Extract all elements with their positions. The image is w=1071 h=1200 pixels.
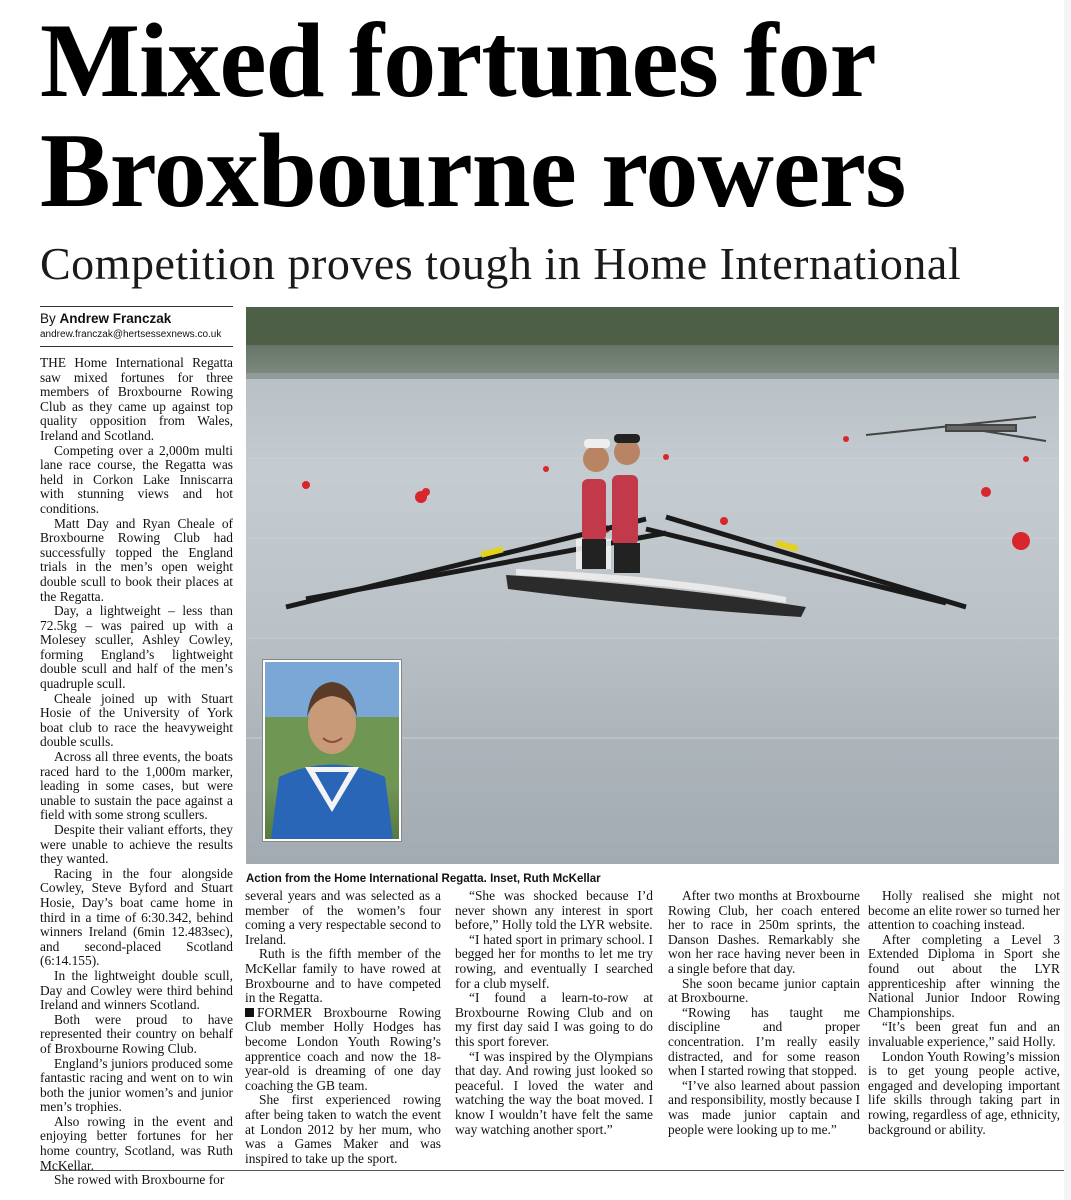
paragraph: Across all three events, the boats raced hard to the 1,000m marker, leading in some cases, but were unable to sustain the pace against a field with some strong scullers. bbox=[40, 749, 233, 823]
paragraph: She first experienced rowing after being taken to watch the event at London 2012 by her mum, who was a Games Maker and was inspired to take up the sport. bbox=[245, 1092, 441, 1166]
paragraph: Day, a lightweight – less than 72.5kg – was paired up with a Molesey sculler, Ashley Cowley, forming England’s lightweight double scull and half of the men’s quadruple scull. bbox=[40, 603, 233, 692]
paragraph: Cheale joined up with Stuart Hosie of the University of York boat club to race the heavyweight double sculls. bbox=[40, 690, 233, 750]
inset-photo-ruth-mckellar bbox=[263, 660, 401, 841]
paragraph: “Rowing has taught me discipline and proper concentration. I’m really easily distracted, and for some reason when I started rowing that stopped. bbox=[668, 1004, 860, 1079]
paragraph: Despite their valiant efforts, they were unable to achieve the results they wanted. bbox=[40, 822, 233, 867]
paragraph: Also rowing in the event and enjoying better fortunes for her home country, Scotland, was Ruth McKellar. bbox=[40, 1113, 233, 1173]
paragraph: Holly realised she might not become an elite rower so turned her attention to coaching instead. bbox=[868, 888, 1060, 933]
shore-treeline bbox=[246, 307, 1059, 347]
paragraph: She rowed with Broxbourne for bbox=[54, 1172, 225, 1188]
headline bbox=[40, 2, 1060, 229]
article-column-5 bbox=[868, 889, 1060, 1137]
paragraph: “It’s been great fun and an invaluable experience,” said Holly. bbox=[868, 1019, 1060, 1049]
section-marker-square bbox=[245, 1008, 254, 1017]
headline-line-1: Mixed fortunes for bbox=[40, 2, 876, 119]
paragraph: “I found a learn-to-row at Broxbourne Rowing Club and on my first day said I was going to do this sport forever. bbox=[455, 990, 653, 1049]
bottom-rule bbox=[40, 1170, 1064, 1171]
byline bbox=[40, 310, 233, 328]
distant-boat bbox=[866, 417, 1046, 441]
double-scull bbox=[286, 434, 966, 617]
headline-line-2: Broxbourne rowers bbox=[40, 112, 906, 229]
page-edge bbox=[1064, 0, 1071, 1200]
article-column-4 bbox=[668, 889, 860, 1137]
paragraph: London Youth Rowing’s mission is to get young people active, engaged and developing important life skills through taking part in rowing, regardless of age, ethnicity, background or ability. bbox=[868, 1048, 1060, 1137]
paragraph-text: FORMER Broxbourne Rowing Club member Holly Hodges has become London Youth Rowing’s apprentice coach and now the 18-year-old is dreaming of one day coaching the GB team. bbox=[245, 1004, 441, 1093]
article-column-1 bbox=[40, 356, 233, 1188]
paragraph: “I’ve also learned about passion and responsibility, mostly because I was made junior captain and people were looking up to me.” bbox=[668, 1077, 860, 1137]
article-column-2 bbox=[245, 889, 441, 1166]
paragraph: After completing a Level 3 Extended Diploma in Sport she found out about the LYR apprenticeship after winning the National Junior Indoor Rowing Championships. bbox=[868, 931, 1060, 1020]
byline-email: andrew.franczak@hertsessexnews.co.uk bbox=[40, 328, 233, 347]
paragraph: Ruth is the fifth member of the McKellar family to have rowed at Broxbourne and to have competed in the Regatta. bbox=[245, 946, 441, 1006]
paragraph: Both were proud to have represented their country on behalf of Broxbourne Rowing Club. bbox=[40, 1011, 233, 1056]
paragraph: Competing over a 2,000m multi lane race course, the Regatta was held in Corkon Lake Inniscarra with stunning views and hot conditions. bbox=[40, 442, 233, 516]
paragraph-with-marker bbox=[245, 1006, 441, 1094]
inset-portrait-illustration bbox=[265, 662, 399, 839]
paragraph: “I hated sport in primary school. I begged her for months to let me try rowing, and eventually I searched for a club myself. bbox=[455, 931, 653, 991]
paragraph: THE Home International Regatta saw mixed fortunes for three members of Broxbourne Rowing Club as they came up against top quality opposition from Wales, Ireland and Scotland. bbox=[40, 355, 233, 443]
byline-author: Andrew Franczak bbox=[59, 311, 172, 326]
paragraph: “She was shocked because I’d never shown any interest in sport before,” Holly told the LYR website. bbox=[455, 888, 653, 933]
byline-prefix: By bbox=[40, 311, 56, 326]
paragraph: Racing in the four alongside Cowley, Steve Byford and Stuart Hosie, Day’s boat came home in third in a time of 6:30.342, behind winners Ireland (6min 12.483sec), and second-placed Scotland (6:14.155). bbox=[40, 865, 233, 969]
byline-block bbox=[40, 306, 233, 347]
byline-top-rule bbox=[40, 306, 233, 307]
paragraph: In the lightweight double scull, Day and Cowley were third behind Ireland and winners Scotland. bbox=[40, 967, 233, 1013]
paragraph: England’s juniors produced some fantastic racing and went on to win both the junior women’s and junior men’s trophies. bbox=[40, 1055, 233, 1115]
photo-caption: Action from the Home International Regatta. Inset, Ruth McKellar bbox=[246, 873, 601, 885]
paragraph: Matt Day and Ryan Cheale of Broxbourne Rowing Club had successfully topped the England trials in the men’s open weight double scull to book their places at the Regatta. bbox=[40, 515, 233, 604]
paragraph: She soon became junior captain at Broxbourne. bbox=[668, 975, 860, 1006]
paragraph: “I was inspired by the Olympians that day. And rowing just looked so peaceful. I loved the water and watching the way the boat moved. I know I wouldn’t have felt the same way watching another sport.” bbox=[455, 1048, 653, 1137]
paragraph: After two months at Broxbourne Rowing Club, her coach entered her to race in 250m sprints, the Danson Dashes. Remarkably she won her race having never been in a single before that day. bbox=[668, 888, 860, 976]
paragraph: several years and was selected as a member of the women’s four coming a very respectable second to Ireland. bbox=[245, 888, 441, 947]
subheadline: Competition proves tough in Home International bbox=[40, 238, 962, 289]
article-column-3 bbox=[455, 889, 653, 1137]
